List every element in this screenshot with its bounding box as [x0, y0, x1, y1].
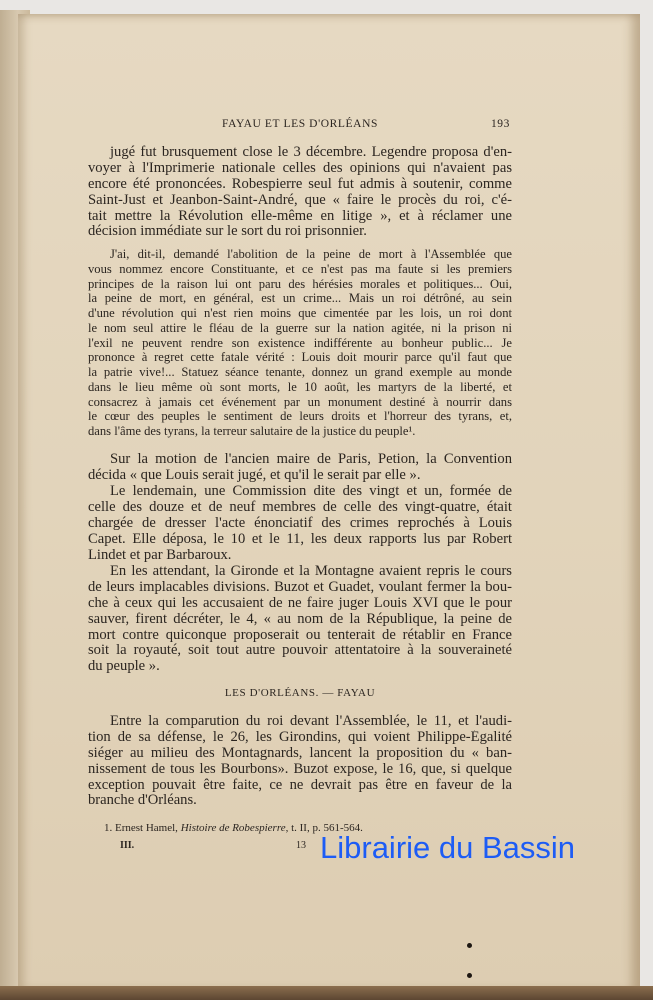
text-line: le nom seul attire le fléau de la guerre sur la nation agitée, ni la prison ni: [88, 320, 512, 335]
text-line: décision immédiate sur le sort du roi prisonnier.: [88, 224, 367, 240]
text-line: chargée de dresser l'acte énonciatif des crimes reprochés à Louis: [88, 515, 512, 531]
text-line: jugé fut brusquement close le 3 décembre. Legendre proposa d'en-: [110, 145, 512, 160]
paragraph: [88, 452, 512, 484]
section-heading: LES D'ORLÉANS. — FAYAU: [224, 687, 376, 699]
text-line: J'ai, dit-il, demandé l'abolition de la peine de mort à l'Assemblée que: [110, 247, 512, 261]
text-line: la patrie vive!... Statuez séance tenante, donnez un grand exemple au monde: [88, 365, 512, 379]
footnote-author: 1. Ernest Hamel,: [104, 822, 181, 834]
running-header: [88, 118, 512, 134]
paragraph: [88, 484, 512, 563]
text-line: celle des douze et de neuf membres de celle des vingt-quatre, était: [88, 499, 512, 515]
page-number: 193: [490, 118, 510, 130]
running-title: FAYAU ET LES D'ORLÉANS: [222, 118, 378, 130]
text-line: l'exil ne peuvent rendre son existence indifférente au bonheur public... Je: [88, 335, 512, 350]
text-line: dans l'âme des tyrans, la terreur salutaire de la justice du peuple¹.: [88, 424, 416, 438]
text-line: tion de sa défense, le 26, les Girondins, qui voient Philippe-Égalité: [88, 729, 512, 745]
text-line: la peine de mort, en général, est un crime... Mais un roi détrôné, au sein: [88, 291, 512, 306]
text-line: vous nommez encore Constituante, et ce n'est pas ma faute si les premiers: [88, 261, 512, 276]
text-line: Saint-Just et Jeanbon-Saint-André, que « faire le procès du roi, c'é-: [88, 192, 512, 208]
text-line: décida « que Louis serait jugé, et qu'il le serait par elle ».: [88, 467, 421, 483]
text-line: mort contre quiconque proposerait ou tenterait de rétablir en France: [88, 627, 512, 643]
watermark: Librairie du Bassin: [320, 830, 576, 865]
text-line: Sur la motion de l'ancien maire de Paris, Petion, la Convention: [110, 452, 512, 467]
text-line: du peuple ».: [88, 659, 160, 675]
text-line: che à ceux qui les accusaient de ne faire juger Louis XVI que le pour: [88, 595, 512, 611]
sheet-number: 13: [296, 840, 306, 851]
binding-hole-dot: [467, 973, 472, 978]
text-line: Le lendemain, une Commission dite des vingt et un, formée de: [110, 484, 512, 499]
text-line: exception pouvait être faite, ce ne devrait pas être en faveur de la: [88, 777, 512, 793]
text-line: sauver, firent décréter, le 4, « au nom de la République, la peine de: [88, 611, 512, 627]
binding-hole-dot: [467, 943, 472, 948]
footnote-reference: t. II, p. 561-564.: [288, 822, 363, 834]
text-line: nissement de tous les Bourbons». Buzot expose, le 16, que, si quelque: [88, 761, 512, 777]
text-line: voyer à l'Imprimerie nationale celles des opinions qui n'avaient pas: [88, 160, 512, 176]
text-line: prononce à regret cette fatale vérité : Louis doit mourir parce qu'il faut que: [88, 350, 512, 365]
text-line: le cœur des peuples le sentiment de leurs droits et l'horreur des tyrans, et,: [88, 409, 512, 424]
footnote-title: Histoire de Robespierre,: [180, 822, 289, 834]
paragraph: [88, 564, 512, 675]
text-line: encore été prononcées. Robespierre seul fut admis à soutenir, comme: [88, 176, 512, 192]
book-edge-shadow: [0, 986, 653, 1000]
paragraph: [88, 145, 512, 240]
text-line: En les attendant, la Gironde et la Montagne avaient repris le cours: [110, 564, 512, 579]
text-line: Lindet et par Barbaroux.: [88, 547, 232, 563]
text-line: dans le lieu même où sont morts, le 10 août, les martyrs de la liberté, et: [88, 379, 512, 394]
paragraph: [88, 714, 512, 809]
text-line: Capet. Elle déposa, le 10 et le 11, les deux rapports lus par Robert: [88, 531, 512, 547]
text-line: branche d'Orléans.: [88, 793, 197, 809]
text-line: tait mettre la Révolution elle-même en litige », et à réclamer une: [88, 208, 512, 224]
signature-mark: III.: [120, 840, 135, 851]
text-line: Entre la comparution du roi devant l'Assemblée, le 11, et l'audi-: [110, 714, 512, 729]
text-line: soit la royauté, soit tout autre pouvoir attentatoire à la souveraineté: [88, 643, 512, 659]
quotation-block: [88, 247, 512, 439]
text-line: d'une révolution qui n'est rien moins que cimentée par les lois, un roi dont: [88, 306, 512, 320]
text-line: de leurs implacables divisions. Buzot et Guadet, voulant fermer la bou-: [88, 579, 512, 595]
text-line: siéger au milieu des Montagnards, lancent la proposition du « ban-: [88, 745, 512, 761]
text-line: principes de la raison lui ont paru des hérésies morales et politiques... Oui,: [88, 276, 512, 291]
text-line: consacrez à jamais cet événement par un monument destiné à nourrir dans: [88, 394, 512, 409]
